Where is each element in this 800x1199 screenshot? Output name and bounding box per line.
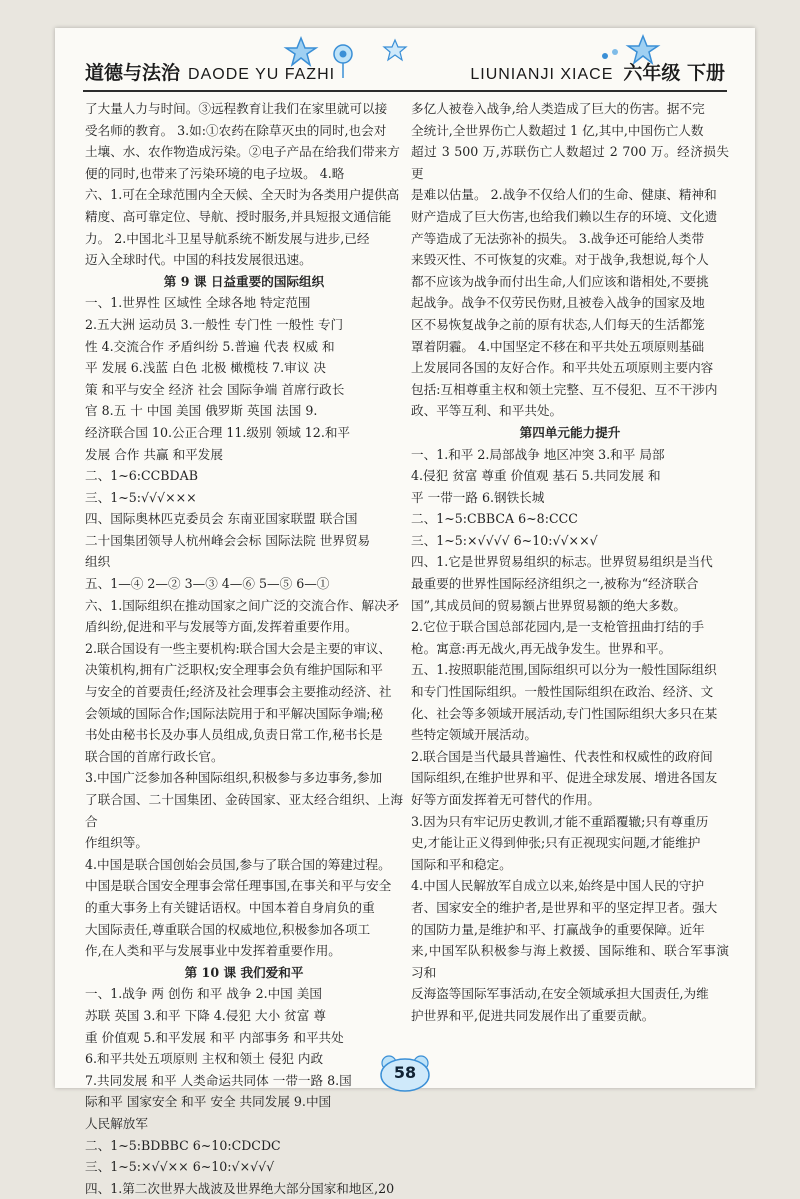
answer-line: 际和平 国家安全 和平 安全 共同发展 9.中国: [85, 1094, 332, 1110]
answer-line: 的重大事务上有关键话语权。中国本着自身肩负的重: [85, 899, 375, 915]
answer-line: 3.因为只有牢记历史教训,才能不重蹈覆辙;只有尊重历: [411, 813, 709, 829]
answer-line: 二、1~6:CCBDAB: [85, 468, 198, 484]
answer-line: 六、1.国际组织在推动国家之间广泛的交流合作、解决矛: [85, 597, 400, 613]
answer-line: 起战争。战争不仅劳民伤财,且被卷入战争的国家及地: [411, 295, 705, 311]
answer-line: 四、国际奥林匹克委员会 东南亚国家联盟 联合国: [85, 511, 358, 527]
answer-line: 政、平等互利、和平共处。: [411, 403, 563, 419]
answer-line: 好等方面发挥着无可替代的作用。: [411, 792, 600, 807]
answer-line: 国”,其成员间的贸易额占世界贸易额的绝大多数。: [411, 597, 686, 613]
answer-line: 联合国的首席行政长官。: [85, 748, 224, 764]
answer-line: 是难以估量。 2.战争不仅给人们的生命、健康、精神和: [411, 187, 717, 203]
answer-line: 策 和平与安全 经济 社会 国际争端 首席行政长: [85, 381, 345, 397]
answer-line: 和专门性国际组织。一般性国际组织在政治、经济、文: [411, 684, 714, 700]
answer-line: 2.五大洲 运动员 3.一般性 专门性 一般性 专门: [85, 316, 344, 332]
answer-line: 化、社会等多领域开展活动,专门性国际组织大多只在某: [411, 705, 718, 721]
subject-pinyin: DAODE YU FAZHI: [188, 66, 336, 83]
answer-line: 2.它位于联合国总部花园内,是一支枪管扭曲打结的手: [411, 619, 705, 635]
answer-line: 包括:互相尊重主权和领土完整、互不侵犯、互不干涉内: [411, 381, 718, 397]
answer-line: 精度、高可靠定位、导航、授时服务,并具短报文通信能: [85, 208, 392, 224]
answer-line: 二、1~5:CBBCA 6~8:CCC: [411, 511, 578, 527]
answer-line: 二十国集团领导人杭州峰会会标 国际法院 世界贸易: [85, 532, 371, 548]
answer-line: 会领域的国际合作;国际法院用于和平解决国际争端;秘: [85, 705, 384, 721]
answer-line: 枪。寓意:再无战火,再无战争发生。世界和平。: [411, 640, 672, 656]
header-rule: [83, 90, 727, 92]
answer-line: 中国是联合国安全理事会常任理事国,在事关和平与安全: [85, 878, 392, 894]
answer-line: 全统计,全世界伤亡人数超过 1 亿,其中,中国伤亡人数: [411, 122, 704, 138]
right-column: [411, 98, 729, 1027]
answer-line: 超过 3 500 万,苏联伤亡人数超过 2 700 万。经济损失更: [411, 144, 729, 181]
answer-line: 决策机构,拥有广泛职权;安全理事会负有维护国际和平: [85, 662, 383, 678]
answer-line: 反海盗等国际军事活动,在安全领域承担大国责任,为维: [411, 986, 709, 1002]
answer-line: 来,中国军队积极参与海上救援、国际维和、联合军事演习和: [411, 943, 729, 980]
answer-line: 国际和平和稳定。: [411, 856, 512, 872]
answer-line: 4.中国是联合国创始会员国,参与了联合国的筹建过程。: [85, 856, 391, 872]
grade-pinyin: LIUNIANJI XIACE: [470, 66, 614, 83]
answer-line: 者、国家安全的维护者,是世界和平的坚定捍卫者。强大: [411, 899, 718, 915]
answer-line: 重 价值观 5.和平发展 和平 内部事务 和平共处: [85, 1029, 344, 1045]
answer-line: 性 4.交流合作 矛盾纠纷 5.普遍 代表 权威 和: [85, 338, 335, 354]
answer-line: 2.联合国是当代最具普遍性、代表性和权威性的政府间: [411, 748, 713, 764]
answer-line: 来毁灭性、不可恢复的灾难。对于战争,我想说,每个人: [411, 252, 709, 268]
answer-line: 作,在人类和平与发展事业中发挥着重要作用。: [85, 943, 341, 959]
answer-line: 迈入全球时代。中国的科技发展很迅速。: [85, 252, 312, 268]
answer-line: 上发展同各国的友好合作。和平共处五项原则主要内容: [411, 360, 714, 376]
answer-line: 3.中国广泛参加各种国际组织,积极参与多边事务,参加: [85, 770, 383, 786]
answer-line: 6.和平共处五项原则 主权和领土 侵犯 内政: [85, 1051, 324, 1067]
answer-line: 的国防力量,是维护和平、打赢战争的重要保障。近年: [411, 921, 705, 937]
answer-line: 财产造成了巨大伤害,也给我们赖以生存的环境、文化遗: [411, 208, 718, 224]
answer-line: 一、1.世界性 区域性 全球各地 特定范围: [85, 295, 311, 311]
star-flower-decoration-icon: [283, 34, 413, 78]
section-heading: 第 9 课 日益重要的国际组织: [163, 273, 325, 289]
answer-line: 三、1~5:×√√×× 6~10:√×√√√: [85, 1159, 275, 1175]
answer-line: 书处由秘书长及办事人员组成,负责日常工作,秘书长是: [85, 727, 383, 743]
answer-line: 三、1~5:×√√√√ 6~10:√√××√: [411, 532, 598, 548]
answer-line: 4.中国人民解放军自成立以来,始终是中国人民的守护: [411, 878, 705, 894]
answer-line: 三、1~5:√√√×××: [85, 489, 197, 505]
answer-line: 罩着阴霾。 4.中国坚定不移在和平共处五项原则基础: [411, 338, 705, 354]
grade-title: 六年级 下册: [623, 62, 725, 84]
answer-line: 最重要的世界性国际经济组织之一,被称为“经济联合: [411, 576, 699, 592]
answer-line: 官 8.五 十 中国 美国 俄罗斯 英国 法国 9.: [85, 403, 318, 419]
answer-line: 国际组织,在维护世界和平、促进全球发展、增进各国友: [411, 770, 718, 786]
answer-line: 2.联合国设有一些主要机构:联合国大会是主要的审议、: [85, 640, 391, 656]
answer-line: 二、1~5:BDBBC 6~10:CDCDC: [85, 1137, 281, 1153]
answer-line: 四、1.第二次世界大战波及世界绝大部分国家和地区,20: [85, 1180, 395, 1196]
answer-line: 六、1.可在全球范围内全天候、全天时为各类用户提供高: [85, 187, 400, 203]
answer-line: 平 一带一路 6.钢铁长城: [411, 489, 545, 505]
answer-line: 了联合国、二十国集团、金砖国家、亚太经合组织、上海合: [85, 792, 403, 829]
header-grade: [470, 58, 725, 85]
answer-line: 力。 2.中国北斗卫星导航系统不断发展与进步,已经: [85, 230, 370, 246]
answer-line: 四、1.它是世界贸易组织的标志。世界贸易组织是当代: [411, 554, 713, 570]
answer-line: 区不易恢复战争之前的原有状态,人们每天的生活都笼: [411, 316, 705, 332]
answer-line: 便的同时,也带来了污染环境的电子垃圾。 4.略: [85, 165, 345, 181]
answer-line: 平 发展 6.浅蓝 白色 北极 橄榄枝 7.审议 决: [85, 360, 326, 376]
answer-line: 一、1.战争 两 创伤 和平 战争 2.中国 美国: [85, 986, 322, 1002]
answer-line: 人民解放军: [85, 1115, 148, 1131]
answer-line: 产等造成了无法弥补的损失。 3.战争还可能给人类带: [411, 230, 705, 246]
page-header: [55, 28, 755, 92]
answer-line: 受名师的教育。 3.如:①农药在除草灭虫的同时,也会对: [85, 122, 387, 138]
answer-line: 盾纠纷,促进和平与发展等方面,发挥着重要作用。: [85, 619, 358, 635]
answer-line: 五、1.按照职能范围,国际组织可以分为一般性国际组织: [411, 662, 717, 678]
subject-title: 道德与法治: [85, 62, 181, 84]
answer-line: 五、1—④ 2—② 3—③ 4—⑥ 5—⑤ 6—①: [85, 576, 330, 592]
answer-line: 7.共同发展 和平 人类命运共同体 一带一路 8.国: [85, 1072, 352, 1088]
answer-line: 多亿人被卷入战争,给人类造成了巨大的伤害。据不完: [411, 101, 705, 116]
answer-line: 土壤、水、农作物造成污染。②电子产品在给我们带来方: [85, 144, 400, 160]
answer-line: 一、1.和平 2.局部战争 地区冲突 3.和平 局部: [411, 446, 665, 462]
answer-line: 发展 合作 共赢 和平发展: [85, 446, 223, 462]
answer-line: 苏联 英国 3.和平 下降 4.侵犯 大小 贫富 尊: [85, 1007, 326, 1023]
answer-line: 组织: [85, 554, 111, 570]
answer-line: 护世界和平,促进共同发展作出了重要贡献。: [411, 1007, 655, 1023]
answer-line: 与安全的首要责任;经济及社会理事会主要推动经济、社: [85, 684, 392, 700]
page-number: 58: [393, 1063, 417, 1082]
answer-line: 都不应该为战争而付出生命,人们应该和谐相处,不要挑: [411, 273, 709, 289]
left-column: [85, 98, 403, 1199]
section-heading: 第四单元能力提升: [519, 424, 621, 440]
answer-line: 了大量人力与时间。③远程教育让我们在家里就可以接: [85, 101, 388, 116]
answer-line: 大国际责任,尊重联合国的权威地位,积极参加各项工: [85, 921, 371, 937]
section-heading: 第 10 课 我们爱和平: [184, 964, 304, 980]
page-number-badge: [375, 1053, 435, 1093]
answer-line: 些特定领域开展活动。: [411, 727, 537, 743]
answer-line: 4.侵犯 贫富 尊重 价值观 基石 5.共同发展 和: [411, 468, 661, 484]
answer-line: 史,才能让正义得到伸张;只有正视现实问题,才能维护: [411, 835, 701, 851]
answer-line: 作组织等。: [85, 835, 148, 851]
answer-line: 经济联合国 10.公正合理 11.级别 领域 12.和平: [85, 424, 351, 440]
workbook-page: [55, 28, 755, 1196]
